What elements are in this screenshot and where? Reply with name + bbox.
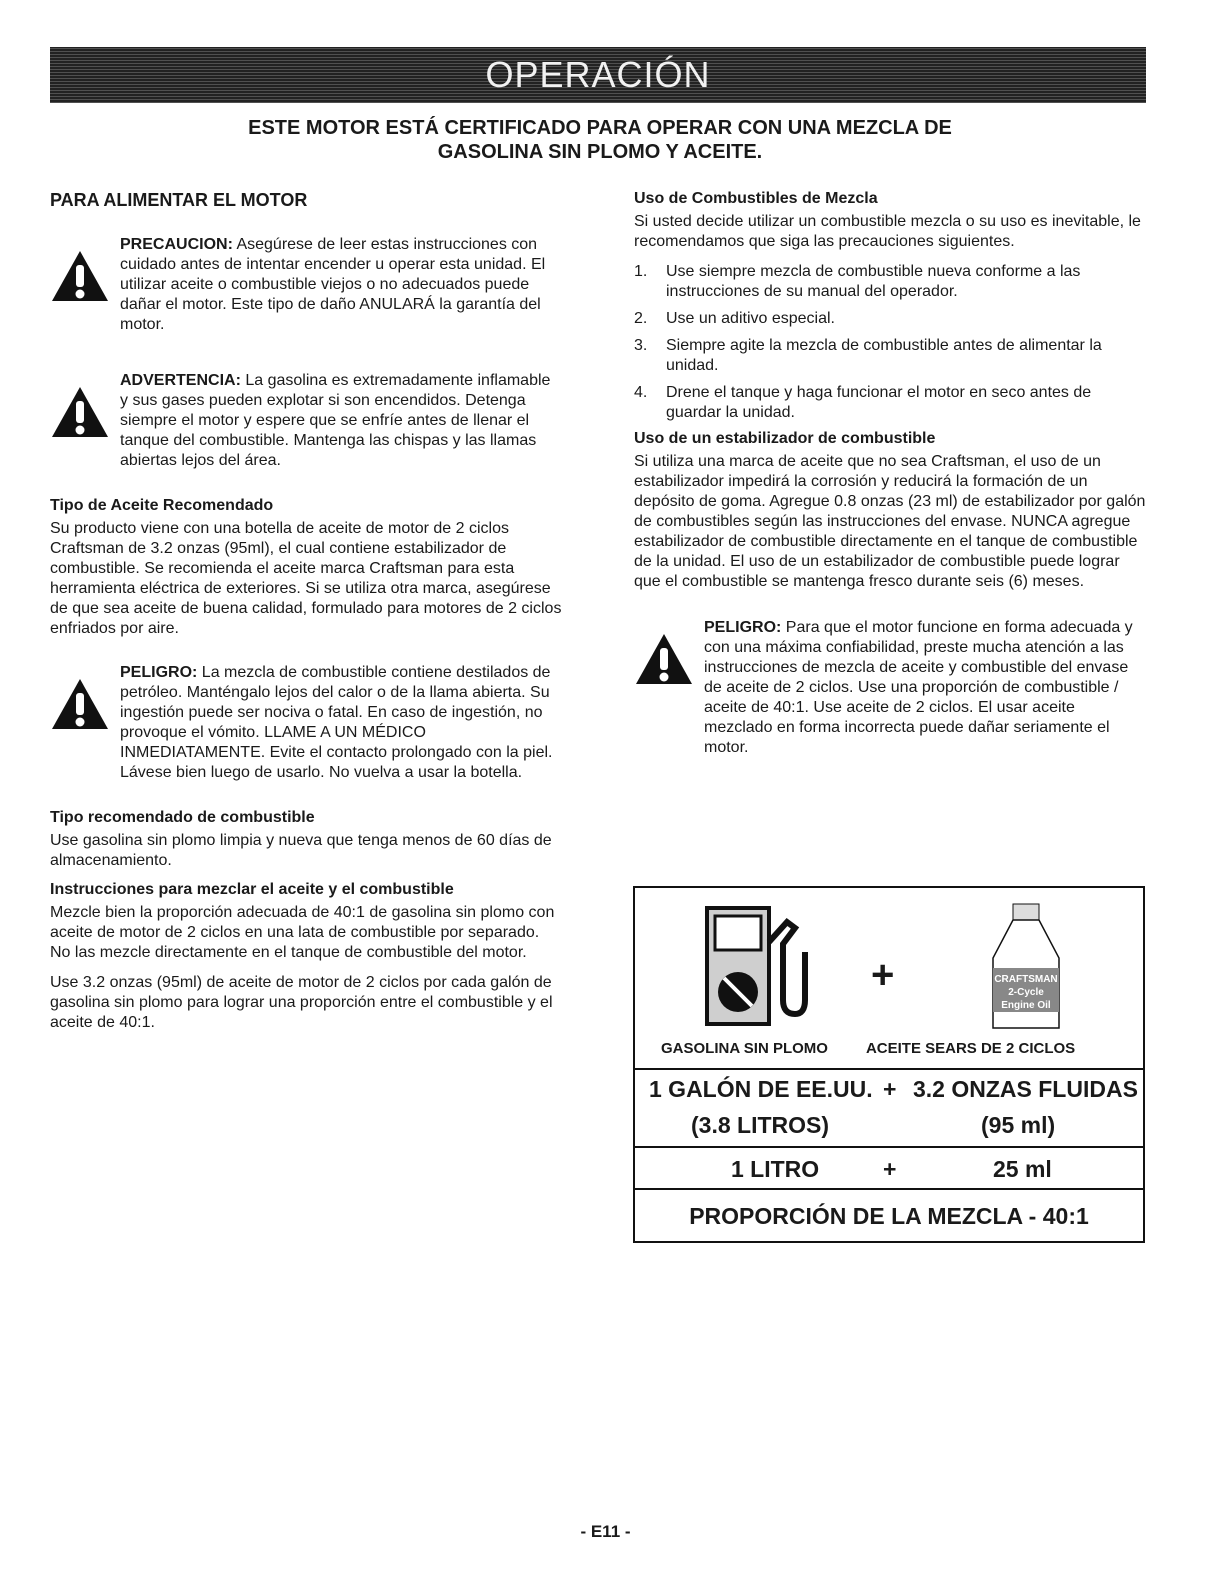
- plus-sign: +: [883, 1156, 897, 1182]
- mixing-text-2: Use 3.2 onzas (95ml) de aceite de motor de 2 ciclos por cada galón de gasolina sin plomo para lograr una proporción entre el combustible y el aceite de 40:1.: [50, 974, 553, 1031]
- oil-type-text: Su producto viene con una botella de aceite de motor de 2 ciclos Craftsman de 3.2 onzas (95ml), el cual contiene estabilizador de combustible. Se recomienda el aceite marca Craftsman para esta herramienta eléctrica de exteriores. Si se utiliza otra marca, asegúrese de que sea aceite de buena calidad, formulado para motores de 2 ciclos enfriados por aire.: [50, 520, 562, 637]
- liters-equivalent: (3.8 LITROS): [691, 1112, 830, 1138]
- mix-illustration: [635, 888, 1143, 1038]
- liter-amount: 1 LITRO: [731, 1156, 820, 1182]
- caution-block: [50, 225, 562, 335]
- stabilizer-heading: Uso de un estabilizador de combustible: [634, 430, 936, 447]
- certification-line-2: GASOLINA SIN PLOMO Y ACEITE.: [437, 141, 763, 163]
- fuel-type-text: Use gasolina sin plomo limpia y nueva que tenga menos de 60 días de almacenamiento.: [50, 832, 552, 869]
- ml-equivalent: (95 ml): [981, 1112, 1056, 1138]
- list-item: 2. Use un aditivo especial.: [634, 310, 835, 327]
- oil-label: ACEITE SEARS DE 2 CICLOS: [865, 1040, 1076, 1057]
- plus-sign: +: [871, 953, 895, 997]
- list-item: 4. Drene el tanque y haga funcionar el motor en seco antes de guardar la unidad.: [634, 384, 1092, 421]
- caution-text: Asegúrese de leer estas instrucciones con cuidado antes de intentar encender u operar esta unidad. El utilizar aceite o combustible viejos o no adecuados puede dañar el motor. Este tipo de daño ANULARÁ la garantía del motor.: [120, 236, 546, 333]
- warning-text: La gasolina es extremadamente inflamable y sus gases pueden explotar si son encendidos. Detenga siempre el motor y espere que se enfríe antes de llenar el tanque del combustible. Mantenga las chispas y las llamas abiertas lejos del área.: [120, 372, 551, 469]
- fuel-type-heading: Tipo recomendado de combustible: [50, 809, 315, 826]
- gasoline-label: GASOLINA SIN PLOMO: [661, 1040, 828, 1057]
- oil-bottle-icon: [981, 902, 1071, 1032]
- mix-ratio-box: [633, 886, 1145, 1243]
- warning-label: ADVERTENCIA:: [120, 372, 241, 389]
- ingredient-labels: [635, 1040, 1143, 1057]
- mix-ratio: PROPORCIÓN DE LA MEZCLA - 40:1: [689, 1203, 1089, 1229]
- danger-text: La mezcla de combustible contiene destilados de petróleo. Manténgalo lejos del calor o de la llama abierta. Su ingestión puede ser nociva o fatal. En caso de ingestión, no provoque el vómito. LLAME A UN MÉDICO INMEDIATAMENTE. Evite el contacto prolongado con la piel. Lávese bien luego de usarlo. No vuelva a usar la botella.: [120, 664, 553, 781]
- mixing-heading: Instrucciones para mezclar el aceite y el combustible: [50, 881, 454, 898]
- right-column: [634, 190, 1146, 784]
- list-item: 1. Use siempre mezcla de combustible nueva conforme a las instrucciones de su manual del operador.: [634, 263, 1081, 300]
- blend-steps-list: [634, 262, 1146, 423]
- fueling-heading: PARA ALIMENTAR EL MOTOR: [50, 190, 308, 210]
- blend-fuel-text: Si usted decide utilizar un combustible mezcla o su uso es inevitable, le recomendamos que siga las precauciones siguientes.: [634, 213, 1141, 250]
- stabilizer-text: Si utiliza una marca de aceite que no sea Craftsman, el uso de un estabilizador impedirá la corrosión y reducirá la formación de un depósito de goma. Agregue 0.8 onzas (23 ml) de estabilizador por galón de combustibles según las instrucciones del envase. NUNCA agregue estabilizador de combustible directamente en el tanque de combustible de la unidad. El uso de un estabilizador de combustible puede lograr que el combustible se mantenga fresco durante seis (6) meses.: [634, 453, 1146, 590]
- certification-line-1: ESTE MOTOR ESTÁ CERTIFICADO PARA OPERAR CON UNA MEZCLA DE: [248, 117, 952, 139]
- danger-label: PELIGRO:: [120, 664, 198, 681]
- danger-label: PELIGRO:: [704, 619, 782, 636]
- warning-triangle-icon: [50, 653, 120, 736]
- gallon-amount: 1 GALÓN DE EE.UU.: [649, 1076, 873, 1102]
- warning-triangle-icon: [50, 361, 120, 444]
- warning-block: [50, 361, 562, 471]
- section-title: OPERACIÓN: [485, 54, 711, 95]
- ounces-amount: 3.2 ONZAS FLUIDAS: [913, 1076, 1138, 1102]
- svg-text:CRAFTSMAN: CRAFTSMAN: [994, 974, 1058, 985]
- danger-block: [50, 653, 562, 783]
- blend-fuel-heading: Uso de Combustibles de Mezcla: [634, 190, 878, 207]
- list-item: 3. Siempre agite la mezcla de combustible antes de alimentar la unidad.: [634, 337, 1102, 374]
- warning-triangle-icon: [50, 225, 120, 308]
- svg-text:2-Cycle: 2-Cycle: [1008, 987, 1044, 998]
- left-column: [50, 190, 562, 1033]
- plus-sign: +: [883, 1076, 897, 1102]
- ml-amount: 25 ml: [993, 1156, 1052, 1182]
- page-number: - E11 -: [580, 1522, 631, 1541]
- gas-pump-icon: [705, 902, 815, 1032]
- liter-ratio-row: [635, 1150, 1143, 1190]
- gallon-ratio-row: [635, 1068, 1143, 1148]
- certification-notice: [150, 116, 1050, 164]
- oil-type-heading: Tipo de Aceite Recomendado: [50, 497, 274, 514]
- danger-text: Para que el motor funcione en forma adecuada y con una máxima confiabilidad, preste mucha atención a las instrucciones de mezcla de aceite y combustible del envase de aceite de 2 ciclos. Use una proporción de combustible / aceite de 40:1. Use aceite de 2 ciclos. El usar aceite mezclado en forma incorrecta puede dañar seriamente el motor.: [704, 619, 1133, 756]
- section-banner: [50, 47, 1146, 103]
- mixing-text-1: Mezcle bien la proporción adecuada de 40:1 de gasolina sin plomo con aceite de motor de 2 ciclos en una lata de combustible por separado. No las mezcle directamente en el tanque de combustible del motor.: [50, 904, 555, 961]
- warning-triangle-icon: [634, 608, 704, 691]
- danger-block-right: [634, 608, 1146, 758]
- mix-ratio-row: [635, 1192, 1143, 1241]
- caution-label: PRECAUCION:: [120, 236, 233, 253]
- svg-text:Engine Oil: Engine Oil: [1001, 1000, 1051, 1011]
